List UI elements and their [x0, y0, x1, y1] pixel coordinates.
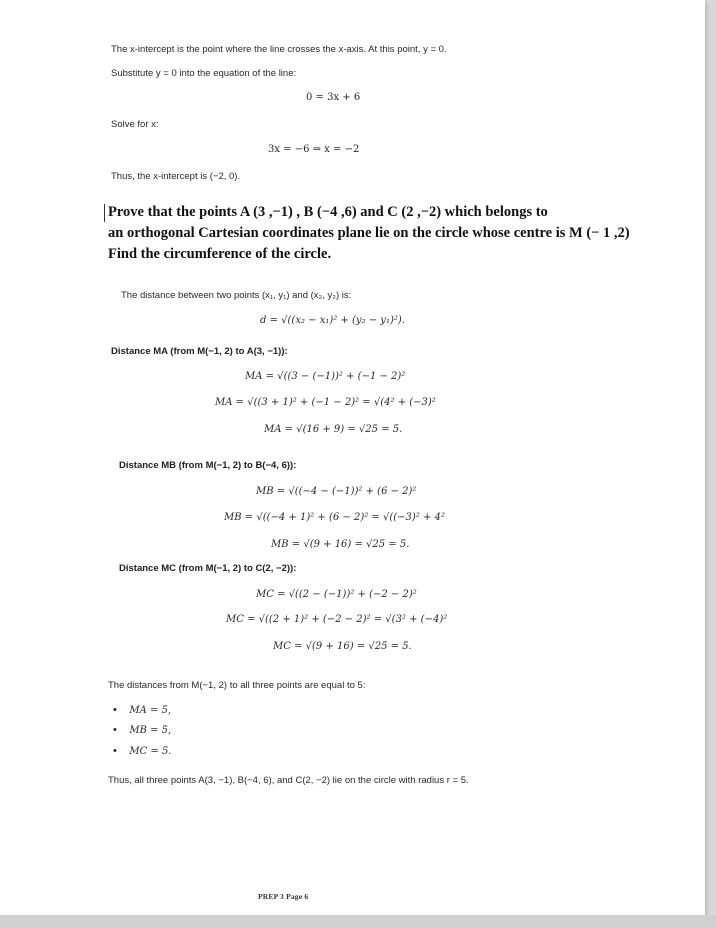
- summary-conclusion: Thus, all three points A(3, −1), B(−4, 6), and C(2, −2) lie on the circle with radius r = 5.: [108, 775, 469, 786]
- problem-line-1: Prove that the points A (3 ,−1) , B (−4 ,6) and C (2 ,−2) which belongs to: [108, 204, 548, 220]
- ma-line-1: MA = √((3 − (−1))² + (−1 − 2)²: [245, 371, 406, 382]
- bottom-scroll-area: [0, 915, 716, 928]
- page-footer: PREP 3 Page 6: [258, 892, 309, 901]
- problem-line-3: Find the circumference of the circle.: [108, 246, 332, 262]
- text-cursor: [104, 204, 105, 222]
- mc-line-3: MC = √(9 + 16) = √25 = 5.: [273, 641, 412, 652]
- distance-formula: d = √((x₂ − x₁)² + (y₂ − y₁)²).: [260, 315, 405, 326]
- bullet-icon: •: [113, 745, 117, 757]
- distance-intro: The distance between two points (x₁, y₁) and (x₂, y₂) is:: [121, 290, 352, 301]
- solve-label: Solve for x:: [111, 119, 159, 130]
- ma-line-2: MA = √((3 + 1)² + (−1 − 2)² = √(4² + (−3)²: [215, 397, 436, 408]
- mb-line-3: MB = √(9 + 16) = √25 = 5.: [271, 539, 410, 550]
- intro-line-1: The x-intercept is the point where the line crosses the x-axis. At this point, y = 0.: [111, 44, 447, 55]
- mc-label: Distance MC (from M(−1, 2) to C(2, −2)):: [119, 563, 297, 574]
- summary-intro: The distances from M(−1, 2) to all three points are equal to 5:: [108, 680, 366, 691]
- bullet-icon: •: [113, 704, 117, 716]
- mb-label: Distance MB (from M(−1, 2) to B(−4, 6)):: [119, 460, 297, 471]
- intro-conclusion: Thus, the x-intercept is (−2, 0).: [111, 171, 241, 182]
- bullet-text: MC = 5.: [129, 746, 172, 757]
- ma-line-3: MA = √(16 + 9) = √25 = 5.: [264, 424, 403, 435]
- ma-label: Distance MA (from M(−1, 2) to A(3, −1)):: [111, 346, 288, 357]
- mc-line-2: MC = √((2 + 1)² + (−2 − 2)² = √(3² + (−4)²: [226, 614, 448, 625]
- list-item: [113, 720, 171, 738]
- intro-line-2: Substitute y = 0 into the equation of the line:: [111, 68, 297, 79]
- bullet-icon: •: [113, 724, 117, 736]
- bullet-text: MA = 5,: [129, 705, 172, 716]
- equation-1: 0 = 3x + 6: [306, 92, 361, 103]
- mb-line-1: MB = √((−4 − (−1))² + (6 − 2)²: [256, 486, 417, 497]
- equation-2: 3x = −6 ⇒ x = −2: [268, 144, 360, 155]
- list-item: [113, 700, 171, 718]
- list-item: [113, 741, 171, 759]
- mc-line-1: MC = √((2 − (−1))² + (−2 − 2)²: [256, 589, 417, 600]
- problem-line-2: an orthogonal Cartesian coordinates plane lie on the circle whose centre is M (− 1 ,2): [108, 225, 630, 241]
- bullet-text: MB = 5,: [129, 725, 172, 736]
- mb-line-2: MB = √((−4 + 1)² + (6 − 2)² = √((−3)² + 4²: [224, 512, 445, 523]
